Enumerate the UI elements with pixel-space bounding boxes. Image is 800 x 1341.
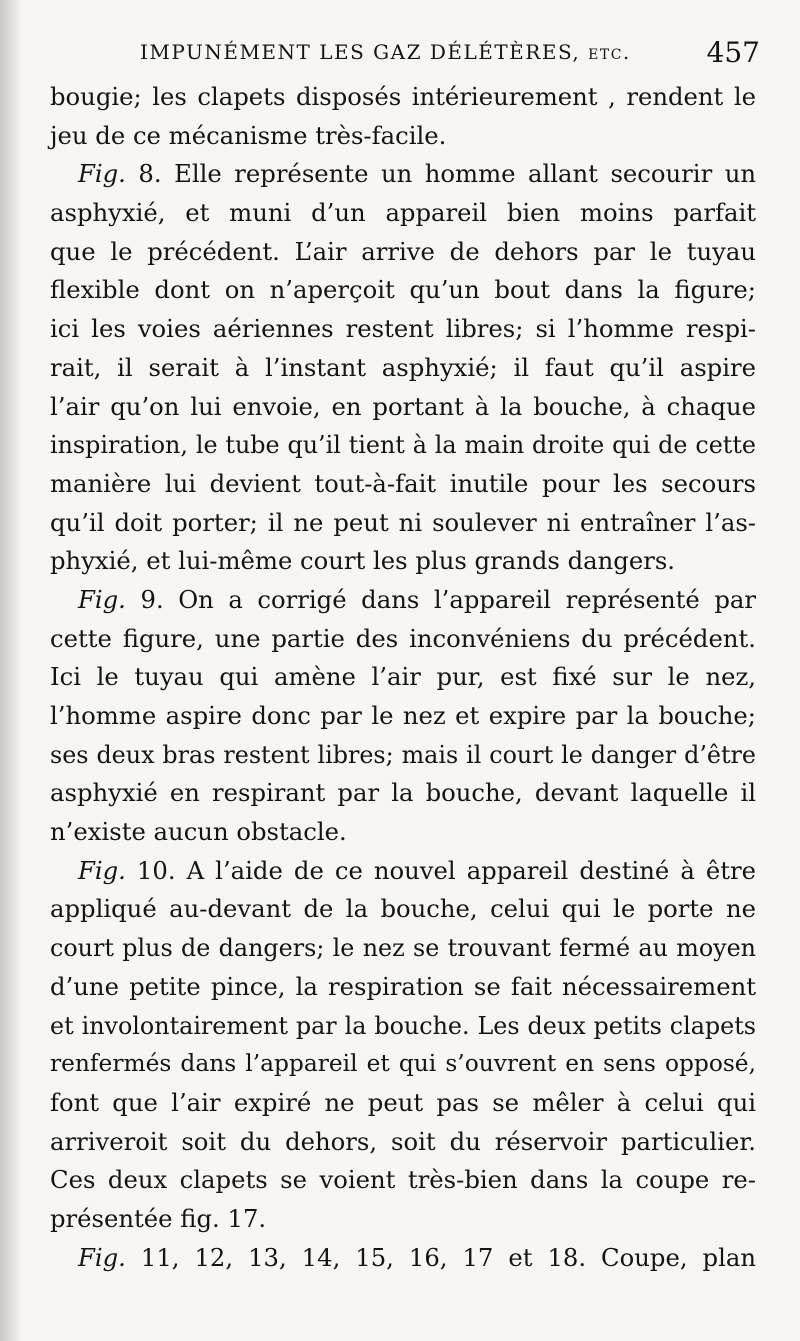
text-line: ici les voies aériennes restent libres; si l’homme respi-	[50, 314, 756, 344]
text-line: n’existe aucun obstacle.	[50, 817, 347, 847]
text-line: que le précédent. L’air arrive de dehors par le tuyau	[50, 236, 756, 266]
text-line: renfermés dans l’appareil et qui s’ouvrent en sens opposé,	[50, 1050, 756, 1078]
body-text	[50, 78, 756, 1277]
text-line	[50, 581, 756, 620]
running-title: IMPUNÉMENT LES GAZ DÉLÉTÈRES, etc.	[140, 40, 631, 64]
fig-label: Fig.	[78, 1242, 126, 1272]
text-line: et involontairement par la bouche. Les deux petits clapets	[50, 1011, 756, 1040]
text-line: flexible dont on n’aperçoit qu’un bout dans la figure;	[50, 275, 756, 305]
fig-label: Fig.	[78, 584, 126, 614]
line-text: 8. Elle représente un homme allant secourir un	[125, 159, 756, 189]
text-line: arriveroit soit du dehors, soit du réservoir particulier.	[50, 1126, 756, 1156]
line-text: 11, 12, 13, 14, 15, 16, 17 et 18. Coupe, plan	[125, 1242, 756, 1272]
page-gutter-shadow	[0, 0, 22, 1341]
text-line: Ces deux clapets se voient très-bien dans la coupe re-	[50, 1165, 756, 1195]
text-line: Ici le tuyau qui amène l’air pur, est fixé sur le nez,	[50, 662, 756, 692]
text-line: ses deux bras restent libres; mais il court le danger d’être	[50, 740, 756, 769]
text-line: font que l’air expiré ne peut pas se mêler à celui qui	[50, 1087, 756, 1117]
page-number: 457	[706, 36, 760, 69]
line-text: 9. On a corrigé dans l’appareil représenté par	[125, 584, 756, 614]
running-head	[140, 36, 760, 76]
fig-label: Fig.	[78, 159, 126, 189]
text-line: l’homme aspire donc par le nez et expire par la bouche;	[50, 701, 756, 730]
text-line	[50, 155, 756, 194]
text-line: phyxié, et lui-même court les plus grands dangers.	[50, 546, 676, 576]
text-line: appliqué au-devant de la bouche, celui qui le porte ne	[50, 894, 756, 924]
text-line: présentée fig. 17.	[50, 1203, 267, 1233]
fig-label: Fig.	[78, 855, 126, 885]
text-line: l’air qu’on lui envoie, en portant à la bouche, à chaque	[50, 391, 756, 421]
text-line: cette figure, une partie des inconvéniens du précédent.	[50, 623, 756, 653]
line-text: 10. A l’aide de ce nouvel appareil destiné à être	[125, 855, 756, 885]
text-line: asphyxié, et muni d’un appareil bien moins parfait	[50, 198, 756, 228]
text-line: qu’il doit porter; il ne peut ni soulever ni entraîner l’as-	[50, 507, 756, 537]
text-line: court plus de dangers; le nez se trouvant fermé au moyen	[50, 934, 756, 963]
text-line: bougie; les clapets disposés intérieurement , rendent le	[50, 82, 756, 111]
text-line: inspiration, le tube qu’il tient à la main droite qui de cette	[50, 431, 756, 460]
text-line: rait, il serait à l’instant asphyxié; il faut qu’il aspire	[50, 352, 756, 382]
text-line: manière lui devient tout-à-fait inutile pour les secours	[50, 468, 756, 498]
text-line: d’une petite pince, la respiration se fait nécessairement	[50, 971, 756, 1001]
text-line	[50, 1239, 756, 1278]
text-line: jeu de ce mécanisme très-facile.	[50, 120, 447, 150]
text-line: asphyxié en respirant par la bouche, devant laquelle il	[50, 778, 756, 808]
text-line	[50, 852, 756, 891]
